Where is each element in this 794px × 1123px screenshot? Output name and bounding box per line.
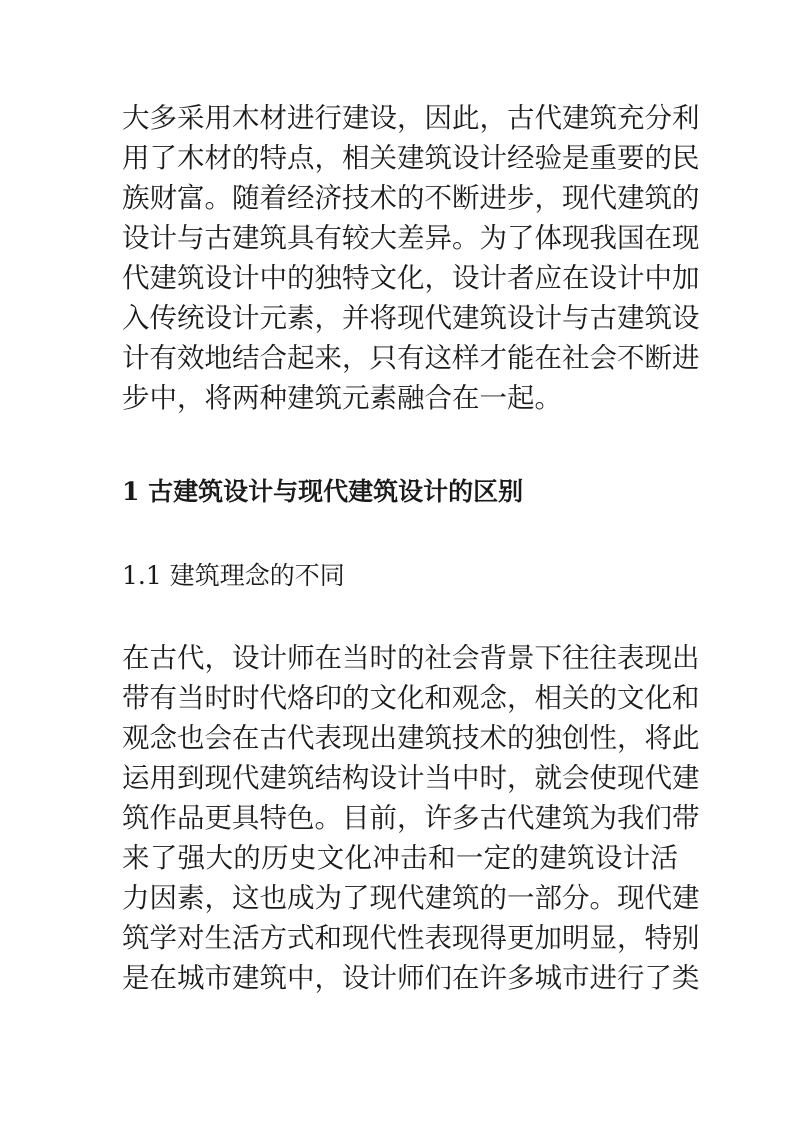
paragraph-concept	[122, 638, 700, 998]
subsection-heading: 1.1 建筑理念的不同	[122, 561, 345, 590]
paragraph-intro	[122, 98, 700, 418]
paragraph-line: 来了强大的历史文化冲击和一定的建筑设计活	[122, 842, 678, 874]
paragraph-line: 族财富。随着经济技术的不断进步，现代建筑的	[122, 182, 700, 214]
paragraph-line: 设计与古建筑具有较大差异。为了体现我国在现	[122, 222, 700, 254]
paragraph-line: 筑学对生活方式和现代性表现得更加明显，特别	[122, 922, 700, 954]
paragraph-line: 计有效地结合起来，只有这样才能在社会不断进	[122, 342, 700, 374]
paragraph-line: 大多采用木材进行建设，因此，古代建筑充分利	[122, 102, 700, 134]
paragraph-line: 筑作品更具特色。目前，许多古代建筑为我们带	[122, 802, 700, 834]
paragraph-line: 步中，将两种建筑元素融合在一起。	[122, 382, 562, 414]
paragraph-line: 是在城市建筑中，设计师们在许多城市进行了类	[122, 962, 700, 994]
paragraph-line: 带有当时时代烙印的文化和观念，相关的文化和	[122, 682, 700, 714]
paragraph-line: 在古代，设计师在当时的社会背景下往往表现出	[122, 642, 700, 674]
paragraph-line: 用了木材的特点，相关建筑设计经验是重要的民	[122, 142, 700, 174]
paragraph-line: 观念也会在古代表现出建筑技术的独创性，将此	[122, 722, 700, 754]
section-heading: 1 古建筑设计与现代建筑设计的区别	[122, 477, 524, 506]
paragraph-line: 入传统设计元素，并将现代建筑设计与古建筑设	[122, 302, 700, 334]
paragraph-line: 运用到现代建筑结构设计当中时，就会使现代建	[122, 762, 700, 794]
paragraph-line: 力因素，这也成为了现代建筑的一部分。现代建	[122, 882, 700, 914]
paragraph-line: 代建筑设计中的独特文化，设计者应在设计中加	[122, 262, 700, 294]
